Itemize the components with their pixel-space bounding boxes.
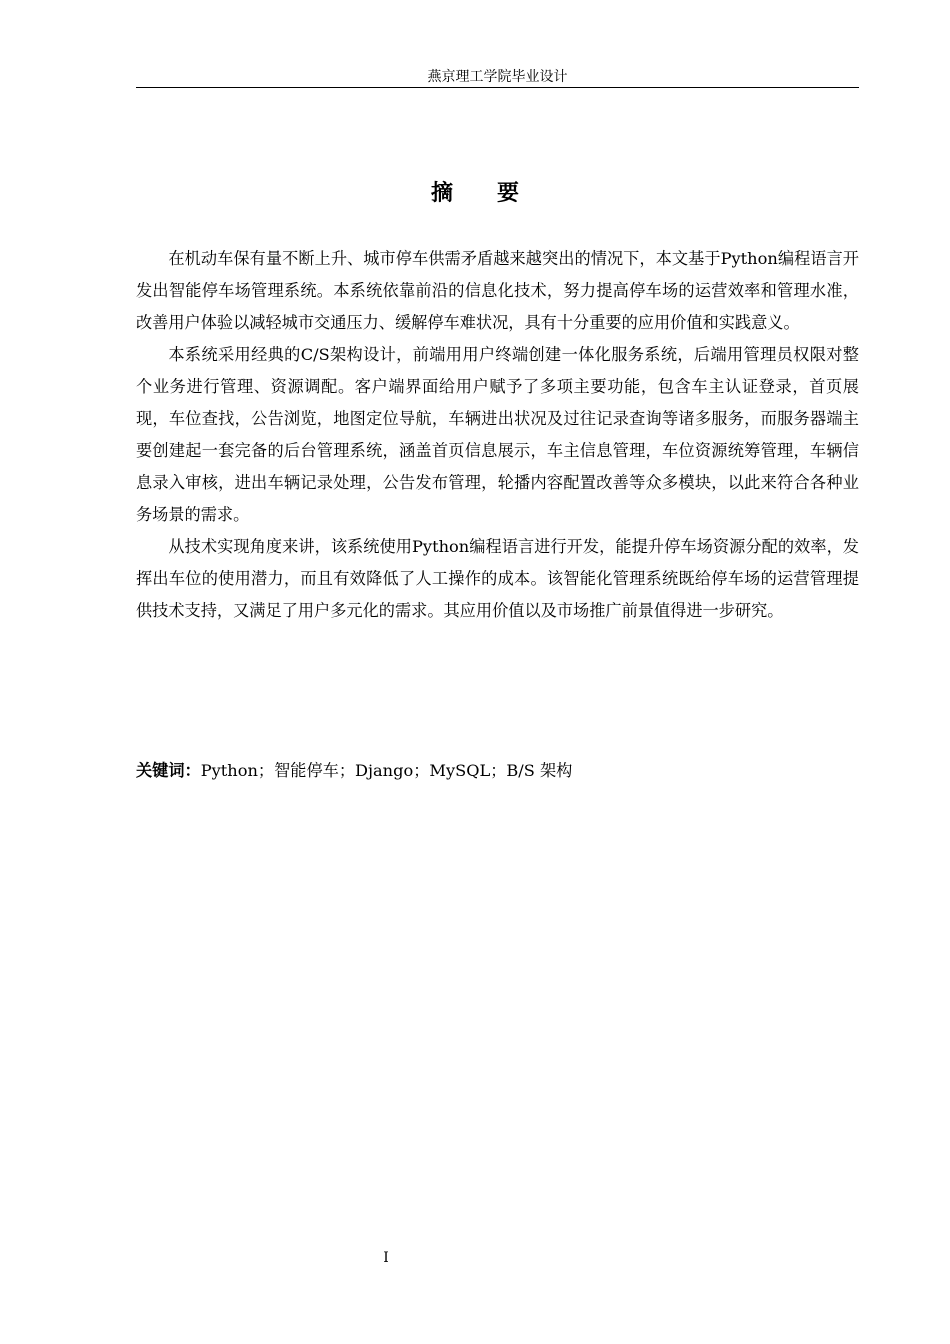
keywords-text: Python；智能停车；Django；MySQL；B/S 架构 bbox=[200, 761, 573, 780]
page-number: I bbox=[383, 1250, 389, 1266]
abstract-paragraph-3: 从技术实现角度来讲，该系统使用Python编程语言进行开发，能提升停车场资源分配的效率，发挥出车位的使用潜力，而且有效降低了人工操作的成本。该智能化管理系统既给停车场的运营管理提供技术支持，又满足了用户多元化的需求。其应用价值以及市场推广前景值得进一步研究。 bbox=[136, 537, 859, 620]
abstract-body bbox=[136, 243, 859, 627]
abstract-title-part2: 要 bbox=[497, 180, 520, 206]
page-header bbox=[136, 68, 859, 88]
abstract-paragraph-1: 在机动车保有量不断上升、城市停车供需矛盾越来越突出的情况下，本文基于Python编程语言开发出智能停车场管理系统。本系统依靠前沿的信息化技术，努力提高停车场的运营效率和管理水准，改善用户体验以减轻城市交通压力、缓解停车难状况，具有十分重要的应用价值和实践意义。 bbox=[136, 249, 859, 332]
abstract-paragraph-2: 本系统采用经典的C/S架构设计，前端用用户终端创建一体化服务系统，后端用管理员权限对整个业务进行管理、资源调配。客户端界面给用户赋予了多项主要功能，包含车主认证登录，首页展现，车位查找，公告浏览，地图定位导航，车辆进出状况及过往记录查询等诸多服务，而服务器端主要创建起一套完备的后台管理系统，涵盖首页信息展示，车主信息管理，车位资源统筹管理，车辆信息录入审核，进出车辆记录处理，公告发布管理，轮播内容配置改善等众多模块，以此来符合各种业务场景的需求。 bbox=[136, 345, 859, 524]
keywords bbox=[136, 756, 859, 786]
header-title: 燕京理工学院毕业设计 bbox=[427, 69, 568, 85]
abstract-title bbox=[0, 178, 950, 208]
abstract-title-part1: 摘 bbox=[430, 180, 453, 206]
keywords-label: 关键词： bbox=[136, 761, 201, 780]
